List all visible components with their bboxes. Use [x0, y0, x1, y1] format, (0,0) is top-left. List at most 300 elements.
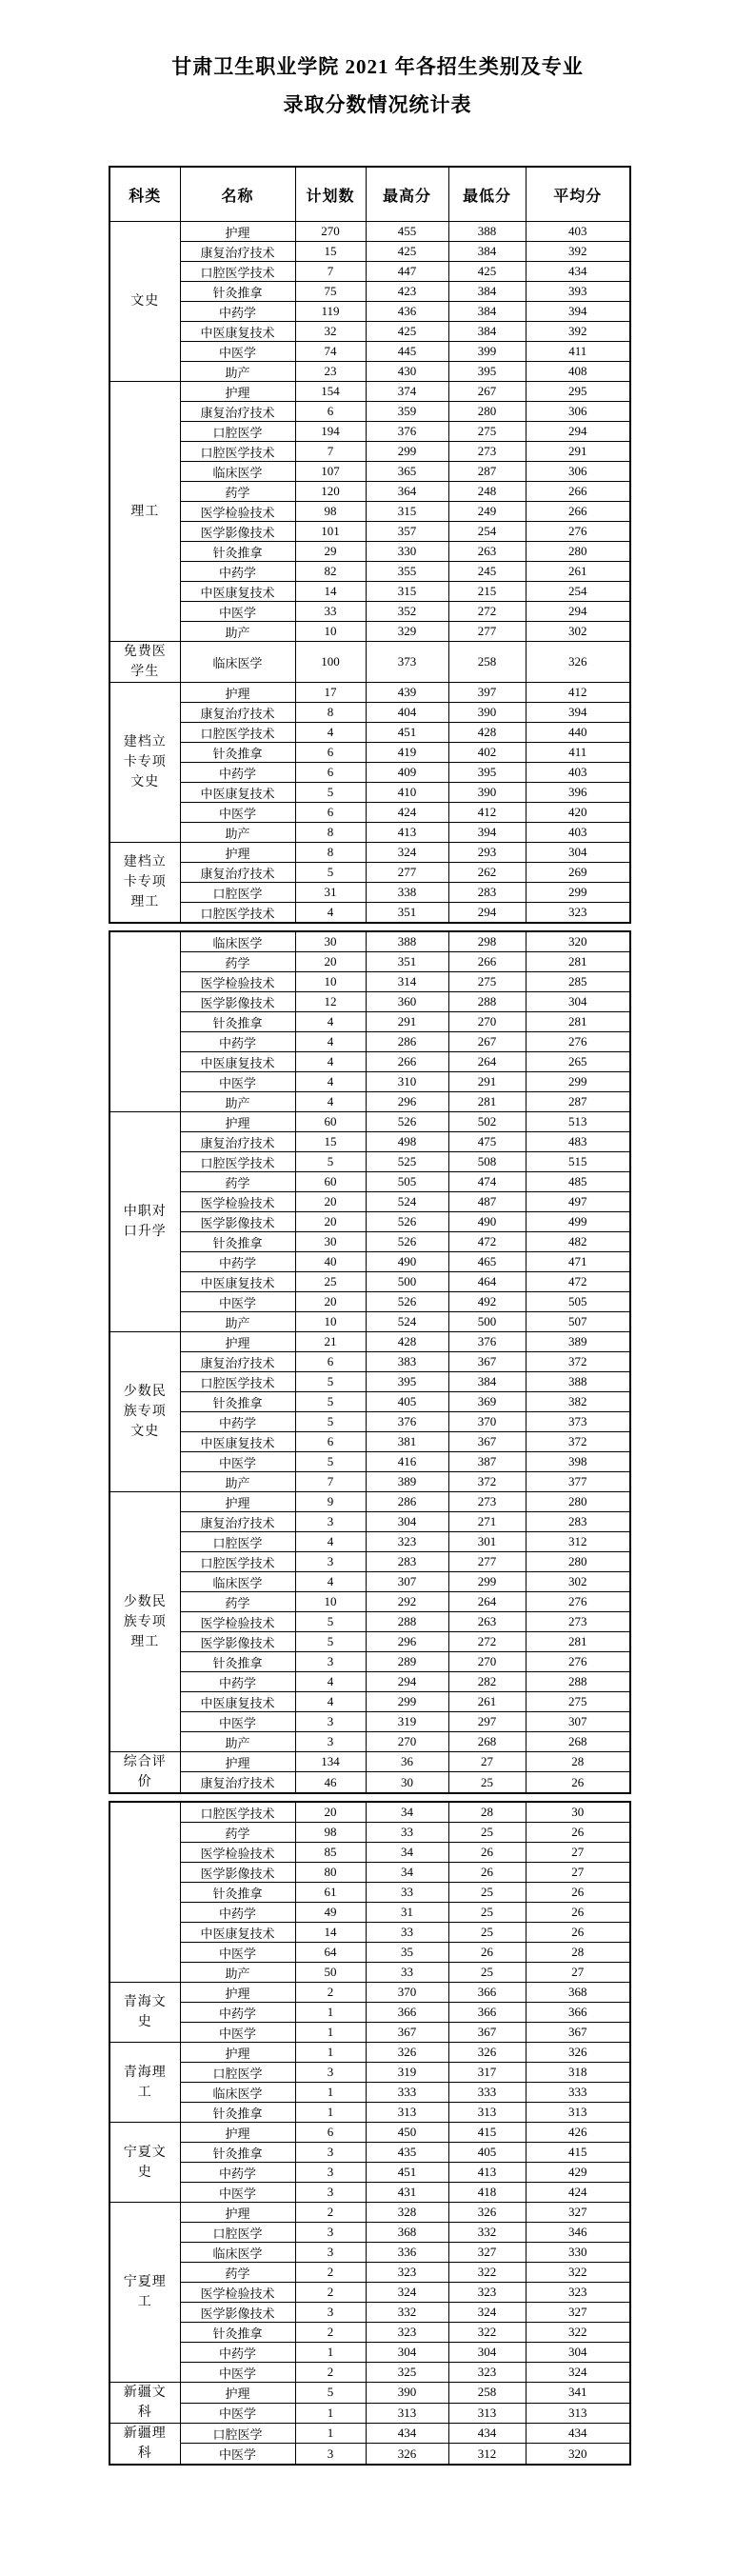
- score-cell: 367: [448, 2023, 526, 2043]
- score-table-page-3: [109, 1801, 631, 2466]
- major-name-cell: 中医学: [180, 2183, 295, 2203]
- score-cell: 313: [448, 2403, 526, 2424]
- column-header: 平均分: [526, 167, 630, 222]
- score-cell: 498: [366, 1132, 448, 1152]
- major-name-cell: 护理: [180, 222, 295, 242]
- score-cell: 294: [366, 1672, 448, 1692]
- table-row: [109, 362, 630, 382]
- table-row: [109, 863, 630, 883]
- score-cell: 404: [366, 703, 448, 723]
- score-cell: 272: [448, 1632, 526, 1652]
- score-cell: 4: [295, 1032, 366, 1052]
- table-row: [109, 1512, 630, 1532]
- table-row: [109, 1352, 630, 1372]
- table-row: [109, 2424, 630, 2444]
- major-name-cell: 口腔医学技术: [180, 1372, 295, 1392]
- score-cell: 313: [366, 2103, 448, 2123]
- score-cell: 4: [295, 723, 366, 743]
- major-name-cell: 口腔医学技术: [180, 1552, 295, 1572]
- score-cell: 515: [526, 1152, 630, 1172]
- table-row: [109, 1092, 630, 1112]
- score-cell: 296: [366, 1092, 448, 1112]
- score-cell: 254: [448, 522, 526, 542]
- score-cell: 258: [448, 2383, 526, 2404]
- score-cell: 367: [526, 2023, 630, 2043]
- table-row: [109, 1252, 630, 1272]
- score-cell: 403: [526, 823, 630, 843]
- table-row: [109, 1312, 630, 1332]
- score-cell: 387: [448, 1452, 526, 1472]
- score-cell: 20: [295, 1212, 366, 1232]
- score-cell: 408: [526, 362, 630, 382]
- score-cell: 293: [448, 843, 526, 863]
- score-cell: 26: [448, 1863, 526, 1883]
- major-name-cell: 医学检验技术: [180, 1843, 295, 1863]
- major-name-cell: 药学: [180, 1172, 295, 1192]
- table-row: [109, 1392, 630, 1412]
- major-name-cell: 中医康复技术: [180, 322, 295, 342]
- score-cell: 25: [448, 1903, 526, 1923]
- score-cell: 324: [448, 2303, 526, 2323]
- score-cell: 12: [295, 992, 366, 1012]
- score-cell: 4: [295, 1072, 366, 1092]
- score-cell: 338: [366, 883, 448, 903]
- score-cell: 436: [366, 302, 448, 322]
- score-cell: 5: [295, 1392, 366, 1412]
- major-name-cell: 中药学: [180, 562, 295, 582]
- score-cell: 398: [526, 1452, 630, 1472]
- table-row: [109, 1292, 630, 1312]
- major-name-cell: 中医学: [180, 2363, 295, 2383]
- score-cell: 304: [526, 992, 630, 1012]
- score-cell: 434: [526, 262, 630, 282]
- score-cell: 26: [526, 1823, 630, 1843]
- table-row: [109, 723, 630, 743]
- score-cell: 2: [295, 1983, 366, 2003]
- score-cell: 382: [526, 1392, 630, 1412]
- score-cell: 487: [448, 1192, 526, 1212]
- score-cell: 412: [526, 683, 630, 703]
- score-cell: 272: [448, 602, 526, 622]
- score-cell: 367: [366, 2023, 448, 2043]
- table-row: [109, 1903, 630, 1923]
- table-row: [109, 2223, 630, 2243]
- title-line-1: 甘肃卫生职业学院 2021 年各招生类别及专业: [171, 55, 584, 78]
- score-cell: 392: [526, 242, 630, 262]
- major-name-cell: 医学检验技术: [180, 972, 295, 992]
- score-cell: 28: [526, 1752, 630, 1772]
- score-cell: 328: [366, 2203, 448, 2223]
- score-cell: 4: [295, 1092, 366, 1112]
- score-cell: 313: [366, 2403, 448, 2424]
- score-cell: 276: [526, 1652, 630, 1672]
- major-name-cell: 中药学: [180, 1672, 295, 1692]
- score-cell: 296: [366, 1632, 448, 1652]
- score-cell: 411: [526, 342, 630, 362]
- major-name-cell: 针灸推拿: [180, 282, 295, 302]
- major-name-cell: 口腔医学: [180, 1532, 295, 1552]
- score-cell: 329: [366, 622, 448, 642]
- score-cell: 10: [295, 622, 366, 642]
- score-cell: 7: [295, 1472, 366, 1492]
- major-name-cell: 口腔医学技术: [180, 442, 295, 462]
- score-cell: 289: [366, 1652, 448, 1672]
- major-name-cell: 针灸推拿: [180, 542, 295, 562]
- table-row: [109, 1152, 630, 1172]
- score-cell: 3: [295, 1732, 366, 1752]
- score-cell: 287: [526, 1092, 630, 1112]
- score-cell: 33: [366, 1823, 448, 1843]
- score-cell: 413: [366, 823, 448, 843]
- score-cell: 292: [366, 1592, 448, 1612]
- score-cell: 3: [295, 2223, 366, 2243]
- table-row: [109, 302, 630, 322]
- score-cell: 101: [295, 522, 366, 542]
- score-cell: 25: [448, 1963, 526, 1983]
- score-cell: 376: [366, 422, 448, 442]
- score-cell: 264: [448, 1592, 526, 1612]
- score-cell: 4: [295, 1012, 366, 1032]
- table-row: [109, 1052, 630, 1072]
- score-cell: 526: [366, 1112, 448, 1132]
- major-name-cell: 护理: [180, 2203, 295, 2223]
- table-row: [109, 422, 630, 442]
- score-cell: 526: [366, 1232, 448, 1252]
- score-cell: 326: [526, 642, 630, 683]
- score-cell: 389: [526, 1332, 630, 1352]
- score-cell: 367: [448, 1432, 526, 1452]
- score-cell: 277: [448, 622, 526, 642]
- score-cell: 346: [526, 2223, 630, 2243]
- table-row: [109, 582, 630, 602]
- score-cell: 435: [366, 2143, 448, 2163]
- score-cell: 5: [295, 1612, 366, 1632]
- table-row: [109, 542, 630, 562]
- table-row: [109, 442, 630, 462]
- table-row: [109, 1672, 630, 1692]
- score-cell: 384: [448, 1372, 526, 1392]
- major-name-cell: 针灸推拿: [180, 2103, 295, 2123]
- category-cell: 青海文史: [109, 1983, 180, 2043]
- table-row: [109, 763, 630, 783]
- score-cell: 326: [526, 2043, 630, 2063]
- score-cell: 302: [526, 1572, 630, 1592]
- category-cell: 宁夏理工: [109, 2203, 180, 2383]
- score-cell: 419: [366, 743, 448, 763]
- major-name-cell: 中医康复技术: [180, 1052, 295, 1072]
- score-cell: 27: [526, 1863, 630, 1883]
- table-row: [109, 972, 630, 992]
- score-cell: 326: [366, 2043, 448, 2063]
- table-row: [109, 843, 630, 863]
- score-cell: 313: [526, 2403, 630, 2424]
- table-row: [109, 1692, 630, 1712]
- score-cell: 420: [526, 803, 630, 823]
- score-cell: 25: [295, 1272, 366, 1292]
- table-row: [109, 2043, 630, 2063]
- score-cell: 283: [526, 1512, 630, 1532]
- category-cell: 新疆文科: [109, 2383, 180, 2424]
- title-line-2: 录取分数情况统计表: [283, 93, 472, 116]
- score-cell: 280: [526, 1552, 630, 1572]
- score-cell: 307: [526, 1712, 630, 1732]
- score-cell: 29: [295, 542, 366, 562]
- major-name-cell: 医学影像技术: [180, 522, 295, 542]
- score-cell: 294: [526, 422, 630, 442]
- major-name-cell: 中药学: [180, 2003, 295, 2023]
- score-cell: 8: [295, 703, 366, 723]
- score-cell: 390: [448, 783, 526, 803]
- score-cell: 28: [526, 1943, 630, 1963]
- table-row: [109, 2303, 630, 2323]
- major-name-cell: 康复治疗技术: [180, 402, 295, 422]
- table-row: [109, 992, 630, 1012]
- score-cell: 384: [448, 302, 526, 322]
- score-cell: 6: [295, 2123, 366, 2143]
- major-name-cell: 临床医学: [180, 1572, 295, 1592]
- major-name-cell: 康复治疗技术: [180, 242, 295, 262]
- score-cell: 291: [526, 442, 630, 462]
- score-cell: 299: [526, 1072, 630, 1092]
- table-row: [109, 262, 630, 282]
- major-name-cell: 口腔医学: [180, 2424, 295, 2444]
- score-cell: 3: [295, 2163, 366, 2183]
- table-row: [109, 502, 630, 522]
- score-cell: 295: [526, 382, 630, 402]
- score-cell: 280: [526, 542, 630, 562]
- category-cell: 中职对口升学: [109, 1112, 180, 1332]
- score-cell: 402: [448, 743, 526, 763]
- major-name-cell: 口腔医学技术: [180, 723, 295, 743]
- score-cell: 276: [526, 1032, 630, 1052]
- major-name-cell: 药学: [180, 1592, 295, 1612]
- major-name-cell: 中药学: [180, 2163, 295, 2183]
- score-cell: 261: [448, 1692, 526, 1712]
- score-cell: 373: [366, 642, 448, 683]
- table-row: [109, 931, 630, 952]
- category-cell: 文史: [109, 222, 180, 382]
- score-cell: 28: [448, 1802, 526, 1823]
- score-cell: 299: [366, 1692, 448, 1712]
- score-cell: 394: [526, 703, 630, 723]
- major-name-cell: 针灸推拿: [180, 2143, 295, 2163]
- score-cell: 409: [366, 763, 448, 783]
- score-cell: 415: [448, 2123, 526, 2143]
- major-name-cell: 针灸推拿: [180, 1232, 295, 1252]
- score-cell: 215: [448, 582, 526, 602]
- score-cell: 425: [366, 322, 448, 342]
- score-cell: 263: [448, 1612, 526, 1632]
- score-cell: 307: [366, 1572, 448, 1592]
- score-cell: 384: [448, 322, 526, 342]
- score-cell: 15: [295, 1132, 366, 1152]
- score-cell: 327: [448, 2243, 526, 2263]
- score-cell: 297: [448, 1712, 526, 1732]
- table-row: [109, 2063, 630, 2083]
- score-cell: 366: [448, 2003, 526, 2023]
- score-cell: 373: [526, 1412, 630, 1432]
- score-cell: 424: [526, 2183, 630, 2203]
- score-cell: 430: [366, 362, 448, 382]
- score-cell: 326: [448, 2203, 526, 2223]
- major-name-cell: 中医学: [180, 1712, 295, 1732]
- score-cell: 273: [526, 1612, 630, 1632]
- table-row: [109, 2123, 630, 2143]
- score-cell: 1: [295, 2043, 366, 2063]
- score-cell: 5: [295, 783, 366, 803]
- major-name-cell: 康复治疗技术: [180, 1132, 295, 1152]
- score-cell: 390: [366, 2383, 448, 2404]
- score-cell: 3: [295, 2444, 366, 2465]
- major-name-cell: 中医康复技术: [180, 1432, 295, 1452]
- major-name-cell: 临床医学: [180, 931, 295, 952]
- table-row: [109, 1652, 630, 1672]
- score-cell: 431: [366, 2183, 448, 2203]
- table-row: [109, 602, 630, 622]
- major-name-cell: 医学影像技术: [180, 2303, 295, 2323]
- score-cell: 403: [526, 763, 630, 783]
- score-cell: 434: [448, 2424, 526, 2444]
- column-header: 最高分: [366, 167, 448, 222]
- score-cell: 8: [295, 843, 366, 863]
- score-cell: 40: [295, 1252, 366, 1272]
- score-cell: 366: [366, 2003, 448, 2023]
- score-cell: 254: [526, 582, 630, 602]
- score-cell: 411: [526, 743, 630, 763]
- major-name-cell: 助产: [180, 1312, 295, 1332]
- major-name-cell: 口腔医学: [180, 883, 295, 903]
- score-cell: 440: [526, 723, 630, 743]
- category-cell: 建档立卡专项理工: [109, 843, 180, 924]
- score-cell: 98: [295, 502, 366, 522]
- score-cell: 21: [295, 1332, 366, 1352]
- score-cell: 60: [295, 1172, 366, 1192]
- score-cell: 34: [366, 1802, 448, 1823]
- table-row: [109, 1712, 630, 1732]
- score-cell: 472: [448, 1232, 526, 1252]
- table-row: [109, 1572, 630, 1592]
- score-cell: 326: [448, 2043, 526, 2063]
- score-cell: 30: [366, 1772, 448, 1793]
- major-name-cell: 药学: [180, 2263, 295, 2283]
- table-row: [109, 1432, 630, 1452]
- table-row: [109, 382, 630, 402]
- score-cell: 283: [448, 883, 526, 903]
- score-cell: 288: [448, 992, 526, 1012]
- score-cell: 320: [526, 931, 630, 952]
- score-cell: 415: [526, 2143, 630, 2163]
- score-cell: 299: [448, 1572, 526, 1592]
- score-cell: 26: [448, 1843, 526, 1863]
- major-name-cell: 针灸推拿: [180, 1883, 295, 1903]
- major-name-cell: 口腔医学技术: [180, 262, 295, 282]
- table-row: [109, 952, 630, 972]
- score-cell: 6: [295, 1432, 366, 1452]
- major-name-cell: 助产: [180, 1472, 295, 1492]
- score-cell: 27: [526, 1963, 630, 1983]
- score-cell: 299: [526, 883, 630, 903]
- score-cell: 20: [295, 1802, 366, 1823]
- score-cell: 505: [366, 1172, 448, 1192]
- score-cell: 2: [295, 2263, 366, 2283]
- score-cell: 33: [295, 602, 366, 622]
- score-cell: 3: [295, 1552, 366, 1572]
- table-row: [109, 683, 630, 703]
- table-row: [109, 1823, 630, 1843]
- score-cell: 319: [366, 2063, 448, 2083]
- category-cell: 少数民族专项文史: [109, 1332, 180, 1492]
- score-cell: 280: [448, 402, 526, 422]
- score-cell: 33: [366, 1923, 448, 1943]
- score-cell: 1: [295, 2023, 366, 2043]
- score-cell: 513: [526, 1112, 630, 1132]
- table-row: [109, 282, 630, 302]
- major-name-cell: 医学检验技术: [180, 502, 295, 522]
- score-cell: 323: [366, 1532, 448, 1552]
- table-row: [109, 1863, 630, 1883]
- score-table-page-2: [109, 930, 631, 1794]
- score-cell: 312: [526, 1532, 630, 1552]
- score-cell: 377: [526, 1472, 630, 1492]
- major-name-cell: 针灸推拿: [180, 2323, 295, 2343]
- major-name-cell: 护理: [180, 683, 295, 703]
- major-name-cell: 口腔医学技术: [180, 903, 295, 924]
- score-cell: 395: [448, 362, 526, 382]
- score-cell: 390: [448, 703, 526, 723]
- major-name-cell: 护理: [180, 382, 295, 402]
- score-cell: 351: [366, 903, 448, 924]
- major-name-cell: 护理: [180, 1112, 295, 1132]
- score-cell: 396: [526, 783, 630, 803]
- score-cell: 4: [295, 1572, 366, 1592]
- score-cell: 490: [366, 1252, 448, 1272]
- score-cell: 485: [526, 1172, 630, 1192]
- score-cell: 119: [295, 302, 366, 322]
- score-cell: 364: [366, 482, 448, 502]
- score-cell: 275: [448, 972, 526, 992]
- score-cell: 30: [295, 931, 366, 952]
- score-cell: 46: [295, 1772, 366, 1793]
- major-name-cell: 中医康复技术: [180, 582, 295, 602]
- category-cell: 建档立卡专项文史: [109, 683, 180, 843]
- score-cell: 372: [526, 1432, 630, 1452]
- score-cell: 23: [295, 362, 366, 382]
- major-name-cell: 中医康复技术: [180, 1923, 295, 1943]
- table-row: [109, 1452, 630, 1472]
- score-cell: 499: [526, 1212, 630, 1232]
- table-row: [109, 1752, 630, 1772]
- major-name-cell: 口腔医学: [180, 2063, 295, 2083]
- major-name-cell: 中医学: [180, 803, 295, 823]
- score-cell: 25: [448, 1823, 526, 1843]
- score-cell: 315: [366, 502, 448, 522]
- table-row: [109, 2343, 630, 2363]
- column-header: 计划数: [295, 167, 366, 222]
- major-name-cell: 中医康复技术: [180, 783, 295, 803]
- score-cell: 8: [295, 823, 366, 843]
- major-name-cell: 口腔医学技术: [180, 1152, 295, 1172]
- score-cell: 280: [526, 1492, 630, 1512]
- score-cell: 263: [448, 542, 526, 562]
- score-cell: 26: [526, 1903, 630, 1923]
- table-row: [109, 2003, 630, 2023]
- major-name-cell: 康复治疗技术: [180, 1512, 295, 1532]
- major-name-cell: 药学: [180, 952, 295, 972]
- table-row: [109, 2243, 630, 2263]
- score-cell: 294: [526, 602, 630, 622]
- score-cell: 505: [526, 1292, 630, 1312]
- score-cell: 372: [526, 1352, 630, 1372]
